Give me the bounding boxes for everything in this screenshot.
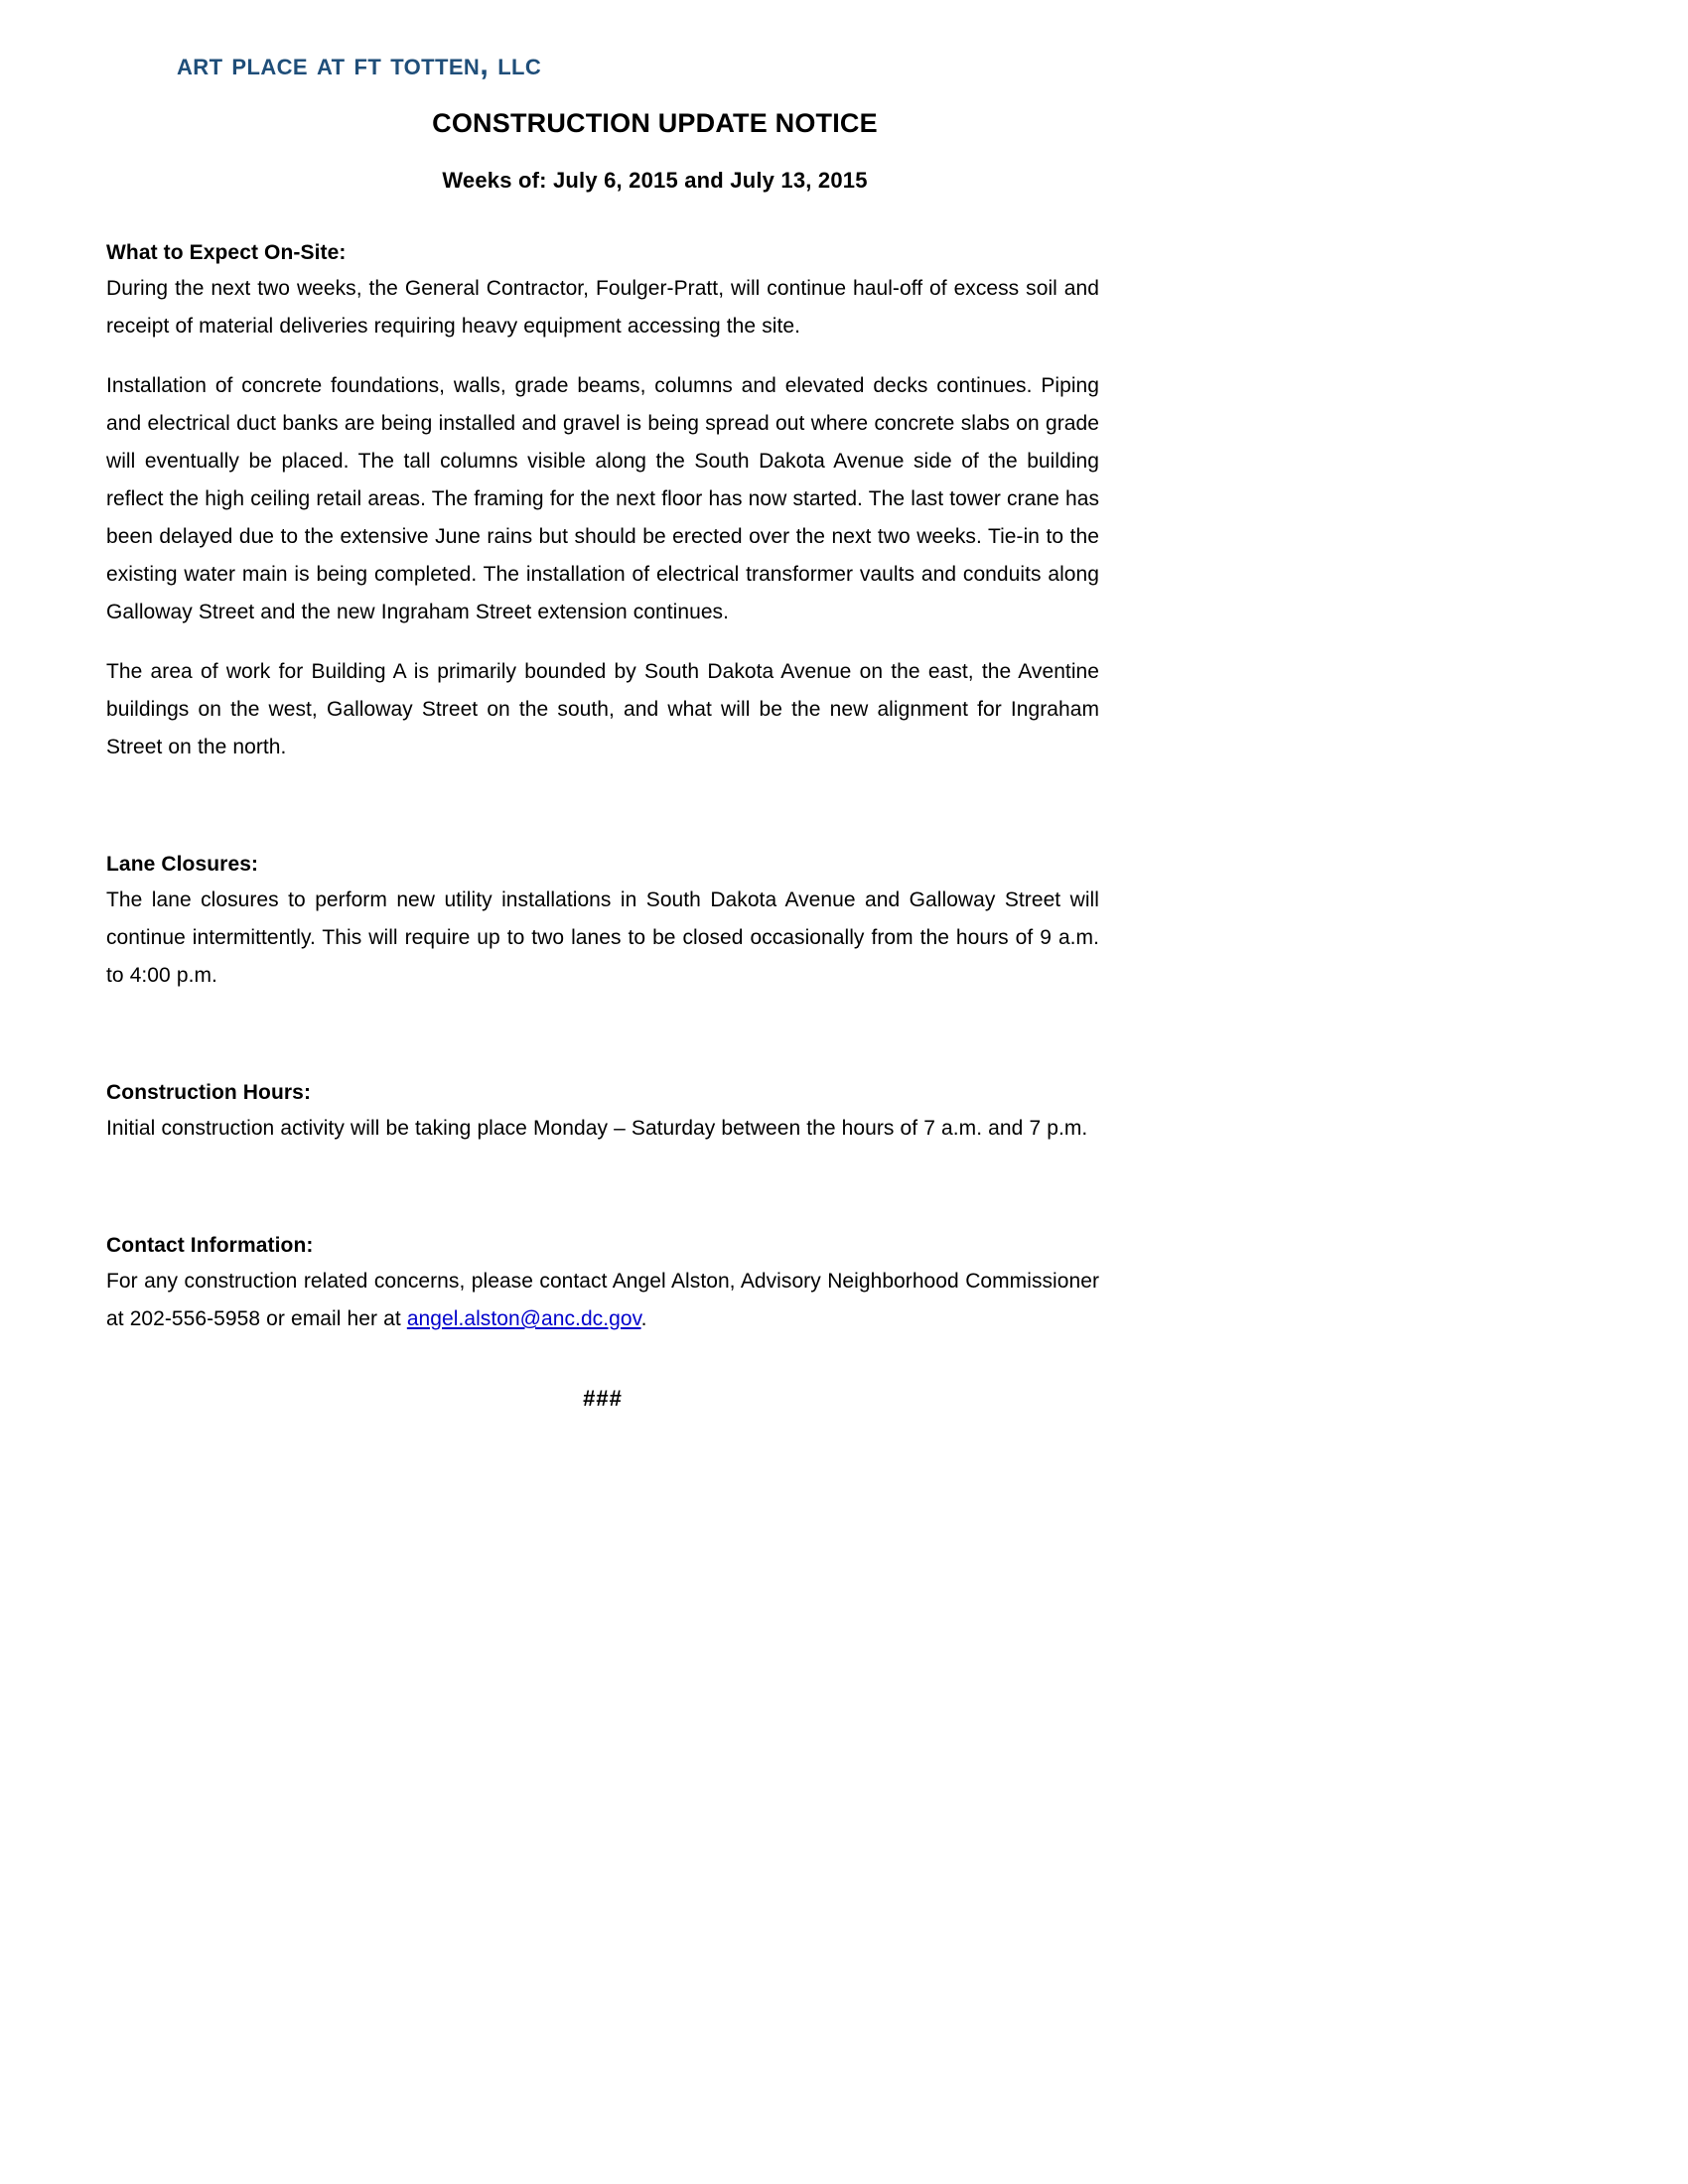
section-spacer	[106, 995, 1099, 1078]
paragraph-spacer	[106, 345, 1099, 367]
contact-text-suffix: .	[640, 1307, 647, 1330]
end-of-document-marker: ###	[583, 1386, 623, 1411]
page-title: CONSTRUCTION UPDATE NOTICE	[432, 108, 878, 138]
section-spacer	[106, 766, 1099, 850]
section-what-to-expect	[106, 238, 1099, 766]
paragraph-construction-hours-1: Initial construction activity will be taking place Monday – Saturday between the hours of 7 a.m. and 7 p.m.	[106, 1117, 1088, 1140]
section-heading-contact-information: Contact Information:	[106, 1234, 314, 1257]
contact-text-prefix: For any construction related concerns, please contact Angel Alston, Advisory Neighborhood Commissioner at 202-556-5958 or email her at	[106, 1270, 1099, 1330]
paragraph-spacer	[106, 631, 1099, 653]
page-subtitle-dates: Weeks of: July 6, 2015 and July 13, 2015	[442, 168, 868, 193]
section-spacer	[106, 1148, 1099, 1231]
section-heading-what-to-expect: What to Expect On-Site:	[106, 241, 347, 264]
contact-email-link[interactable]: angel.alston@anc.dc.gov	[406, 1307, 641, 1330]
paragraph-expect-2: Installation of concrete foundations, walls, grade beams, columns and elevated decks continues. Piping and electrical duct banks are being installed and gravel is being spread out where concrete slabs on grade will eventually be placed. The tall columns visible along the South Dakota Avenue side of the building reflect the high ceiling retail areas. The framing for the next floor has now started. The last tower crane has been delayed due to the extensive June rains but should be erected over the next two weeks. Tie-in to the existing water main is being completed. The installation of electrical transformer vaults and conduits along Galloway Street and the new Ingraham Street extension continues.	[106, 374, 1099, 623]
section-contact-information	[106, 1231, 1099, 1338]
letterhead	[177, 46, 1070, 87]
paragraph-expect-3: The area of work for Building A is primarily bounded by South Dakota Avenue on the east, the Aventine buildings on the west, Galloway Street on the south, and what will be the new alignment for Ingraham Street on the north.	[106, 660, 1099, 758]
section-heading-construction-hours: Construction Hours:	[106, 1081, 312, 1104]
section-lane-closures	[106, 850, 1099, 995]
document-body	[106, 238, 1099, 1414]
footer-spacer	[106, 1338, 1099, 1384]
paragraph-contact-1	[106, 1263, 1099, 1338]
section-heading-lane-closures: Lane Closures:	[106, 853, 259, 876]
paragraph-lane-closures-1: The lane closures to perform new utility installations in South Dakota Avenue and Galloway Street will continue intermittently. This will require up to two lanes to be closed occasionally from the hours of 9 a.m. to 4:00 p.m.	[106, 888, 1099, 987]
paragraph-expect-1: During the next two weeks, the General Contractor, Foulger-Pratt, will continue haul-off of excess soil and receipt of material deliveries requiring heavy equipment accessing the site.	[106, 277, 1099, 338]
company-logo-text: art place at ft totten, llc	[177, 47, 542, 81]
section-construction-hours	[106, 1078, 1099, 1148]
